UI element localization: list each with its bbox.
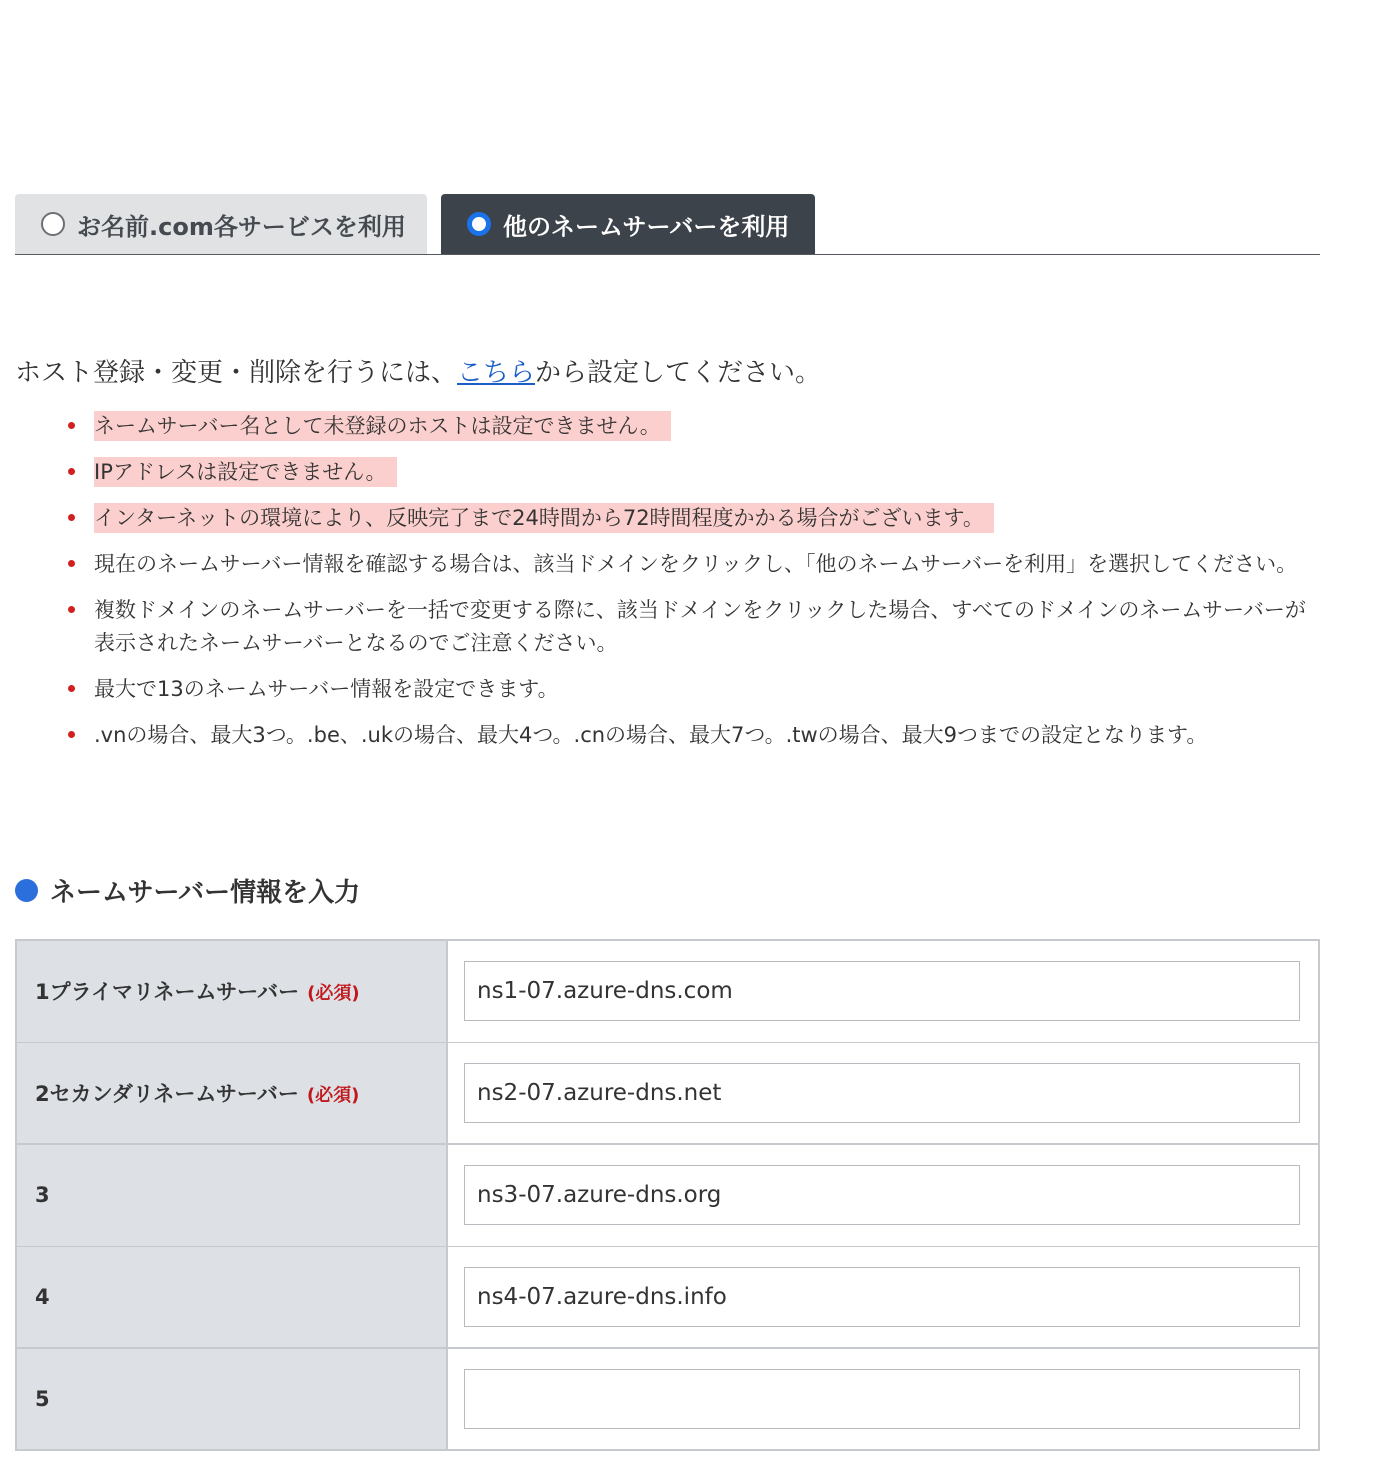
bullet-icon: [68, 685, 75, 692]
section-title: ネームサーバー情報を入力: [50, 878, 361, 908]
nameserver-input-3[interactable]: [464, 1165, 1300, 1225]
nameserver-label-cell: [16, 1144, 447, 1246]
tab-other-nameserver[interactable]: [441, 194, 815, 254]
list-item: [64, 456, 1324, 489]
nameserver-field-cell: [447, 1246, 1319, 1348]
circle-bullet-icon: [15, 879, 38, 902]
tab-other-nameserver-label: 他のネームサーバーを利用: [503, 212, 790, 241]
nameserver-label: 5: [35, 1387, 50, 1411]
nameserver-mode-tabs: [15, 194, 1320, 255]
list-item: [64, 673, 1324, 706]
nameserver-field-cell: [447, 940, 1319, 1042]
intro-text-after: から設定してください。: [535, 358, 822, 388]
radio-selected-icon[interactable]: [467, 212, 491, 236]
required-badge: (必須): [307, 983, 360, 1005]
nameserver-input-4[interactable]: [464, 1267, 1300, 1327]
table-row: [16, 1144, 1319, 1246]
nameserver-label-cell: [16, 1042, 447, 1144]
note-text-highlighted: インターネットの環境により、反映完了まで24時間から72時間程度かかる場合がございます。: [94, 503, 994, 533]
nameserver-label: 1プライマリネームサーバー: [35, 980, 300, 1005]
nameserver-label-cell: [16, 1348, 447, 1450]
tab-onamae-service[interactable]: [15, 194, 427, 254]
nameserver-field-cell: [447, 1042, 1319, 1144]
note-text-highlighted: ネームサーバー名として未登録のホストは設定できません。: [94, 411, 671, 441]
list-item: [64, 594, 1324, 660]
nameserver-label-cell: [16, 940, 447, 1042]
nameserver-label: 4: [35, 1284, 50, 1309]
nameserver-field-cell: [447, 1144, 1319, 1246]
radio-unselected-icon[interactable]: [41, 212, 65, 236]
list-item: [64, 548, 1324, 581]
bullet-icon: [68, 468, 75, 475]
notes-list: [64, 410, 1324, 765]
bullet-icon: [68, 514, 75, 521]
required-badge: (必須): [306, 1084, 360, 1106]
nameserver-label-cell: [16, 1246, 447, 1348]
bullet-icon: [68, 560, 75, 567]
table-row: [16, 1042, 1319, 1144]
table-row: [16, 1246, 1319, 1348]
list-item: [64, 502, 1324, 535]
nameserver-field-cell: [447, 1348, 1319, 1450]
bullet-icon: [68, 606, 75, 613]
note-text: 複数ドメインのネームサーバーを一括で変更する際に、該当ドメインをクリックした場合、すべてのドメインのネームサーバーが表示されたネームサーバーとなるのでご注意ください。: [94, 598, 1306, 655]
nameserver-label: 2セカンダリネームサーバー: [35, 1081, 299, 1106]
note-text: 最大で13のネームサーバー情報を設定できます。: [94, 677, 559, 701]
host-settings-link[interactable]: こちら: [457, 358, 536, 388]
nameserver-form-table: [15, 939, 1320, 1451]
intro-text-before: ホスト登録・変更・削除を行うには、: [15, 358, 458, 388]
tab-onamae-service-label: お名前.com各サービスを利用: [77, 212, 406, 241]
nameserver-input-1[interactable]: [464, 961, 1300, 1021]
table-row: [16, 1348, 1319, 1450]
host-settings-intro: [15, 352, 821, 389]
nameserver-input-5[interactable]: [464, 1369, 1300, 1429]
list-item: [64, 719, 1324, 752]
nameserver-input-2[interactable]: [464, 1063, 1300, 1123]
nameserver-label: 3: [35, 1183, 50, 1208]
bullet-icon: [68, 731, 75, 738]
list-item: [64, 410, 1324, 443]
note-text: .vnの場合、最大3つ。.be、.ukの場合、最大4つ。.cnの場合、最大7つ。.twの場合、最大9つまでの設定となります。: [94, 723, 1208, 747]
bullet-icon: [68, 422, 75, 429]
section-heading: [15, 872, 360, 909]
table-row: [16, 940, 1319, 1042]
note-text: 現在のネームサーバー情報を確認する場合は、該当ドメインをクリックし、「他のネームサーバーを利用」を選択してください。: [94, 552, 1298, 576]
note-text-highlighted: IPアドレスは設定できません。: [94, 457, 397, 487]
